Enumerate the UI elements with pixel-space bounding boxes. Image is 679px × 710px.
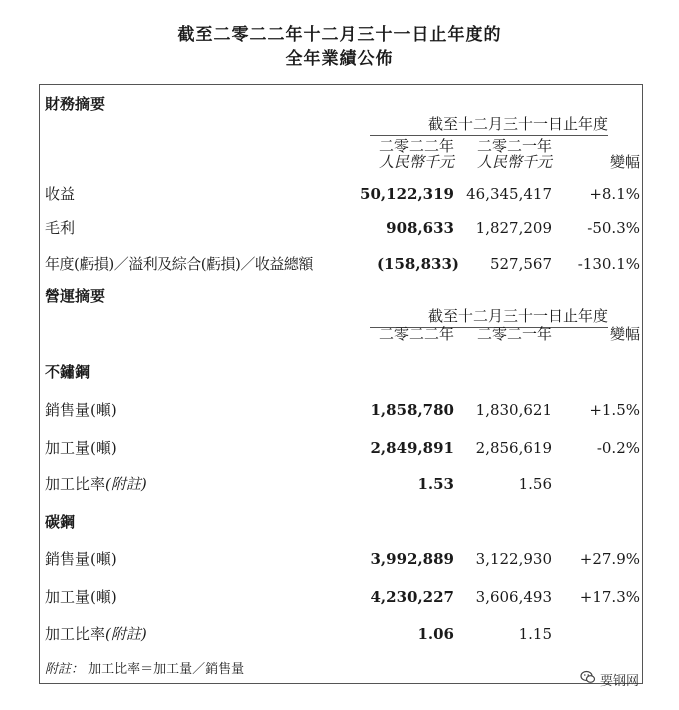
operation-col-2022: 二零二二年 xyxy=(378,325,454,343)
value-2022: 2,849,891 xyxy=(370,439,454,457)
title-line-2: 全年業績公佈 xyxy=(285,49,394,69)
footnote-text: 加工比率＝加工量／銷售量 xyxy=(88,662,245,677)
value-2021: 1,830,621 xyxy=(475,401,552,419)
value-2022: 1.53 xyxy=(417,475,454,493)
value-2022: 908,633 xyxy=(386,219,454,237)
carbon-heading: 碳鋼 xyxy=(45,513,76,531)
value-2022: 4,230,227 xyxy=(370,588,454,606)
stainless-heading: 不鏽鋼 xyxy=(45,363,91,381)
change-value: -50.3% xyxy=(587,219,640,237)
title-line-1: 截至二零二二年十二月三十一日止年度的 xyxy=(177,25,502,45)
value-2022: 1,858,780 xyxy=(370,401,454,419)
operation-change-header: 變幅 xyxy=(609,325,640,343)
operation-period-header: 截至十二月三十一日止年度 xyxy=(427,307,608,325)
divider xyxy=(370,135,608,136)
value-2021: 46,345,417 xyxy=(466,185,552,203)
change-value: +1.5% xyxy=(589,401,640,419)
financial-col-2021: 二零二一年 xyxy=(476,137,552,155)
ratio-label: 加工比率 xyxy=(45,475,106,493)
ratio-row-label xyxy=(45,625,147,643)
financial-heading: 財務摘要 xyxy=(45,95,106,113)
value-2021: 2,856,619 xyxy=(475,439,552,457)
financial-unit-2021: 人民幣千元 xyxy=(476,153,552,171)
value-2021: 1,827,209 xyxy=(475,219,552,237)
value-2021: 1.56 xyxy=(518,475,552,493)
financial-unit-2022: 人民幣千元 xyxy=(378,153,454,171)
operation-col-2021: 二零二一年 xyxy=(476,325,552,343)
row-label: 毛利 xyxy=(45,219,76,237)
ratio-note: (附註) xyxy=(105,475,147,493)
change-value: -130.1% xyxy=(577,255,640,273)
footnote xyxy=(45,661,244,679)
row-label: 銷售量(噸) xyxy=(45,550,117,568)
footnote-label: 附註： xyxy=(45,662,85,677)
financial-change-header: 變幅 xyxy=(609,153,640,171)
watermark-text: 要钢网 xyxy=(600,674,640,689)
value-2021: 1.15 xyxy=(518,625,552,643)
financial-period-header: 截至十二月三十一日止年度 xyxy=(427,115,608,133)
value-2021: 3,606,493 xyxy=(475,588,552,606)
value-2022: (158,833) xyxy=(376,255,459,273)
wechat-icon xyxy=(580,669,596,685)
ratio-note: (附註) xyxy=(105,625,147,643)
value-2022: 50,122,319 xyxy=(360,185,454,203)
row-label: 加工量(噸) xyxy=(45,439,117,457)
change-value: -0.2% xyxy=(596,439,640,457)
change-value: +27.9% xyxy=(579,550,640,568)
row-label: 收益 xyxy=(45,185,76,203)
value-2021: 3,122,930 xyxy=(475,550,552,568)
change-value: +17.3% xyxy=(579,588,640,606)
row-label: 加工量(噸) xyxy=(45,588,117,606)
ratio-row-label xyxy=(45,475,147,493)
row-label: 銷售量(噸) xyxy=(45,401,117,419)
financial-col-2022: 二零二二年 xyxy=(378,137,454,155)
change-value: +8.1% xyxy=(589,185,640,203)
operation-heading: 營運摘要 xyxy=(45,287,106,305)
ratio-label: 加工比率 xyxy=(45,625,106,643)
value-2021: 527,567 xyxy=(489,255,552,273)
row-label: 年度(虧損)／溢利及綜合(虧損)／收益總額 xyxy=(45,255,313,273)
value-2022: 1.06 xyxy=(417,625,454,643)
summary-table xyxy=(39,84,643,684)
value-2022: 3,992,889 xyxy=(370,550,454,568)
